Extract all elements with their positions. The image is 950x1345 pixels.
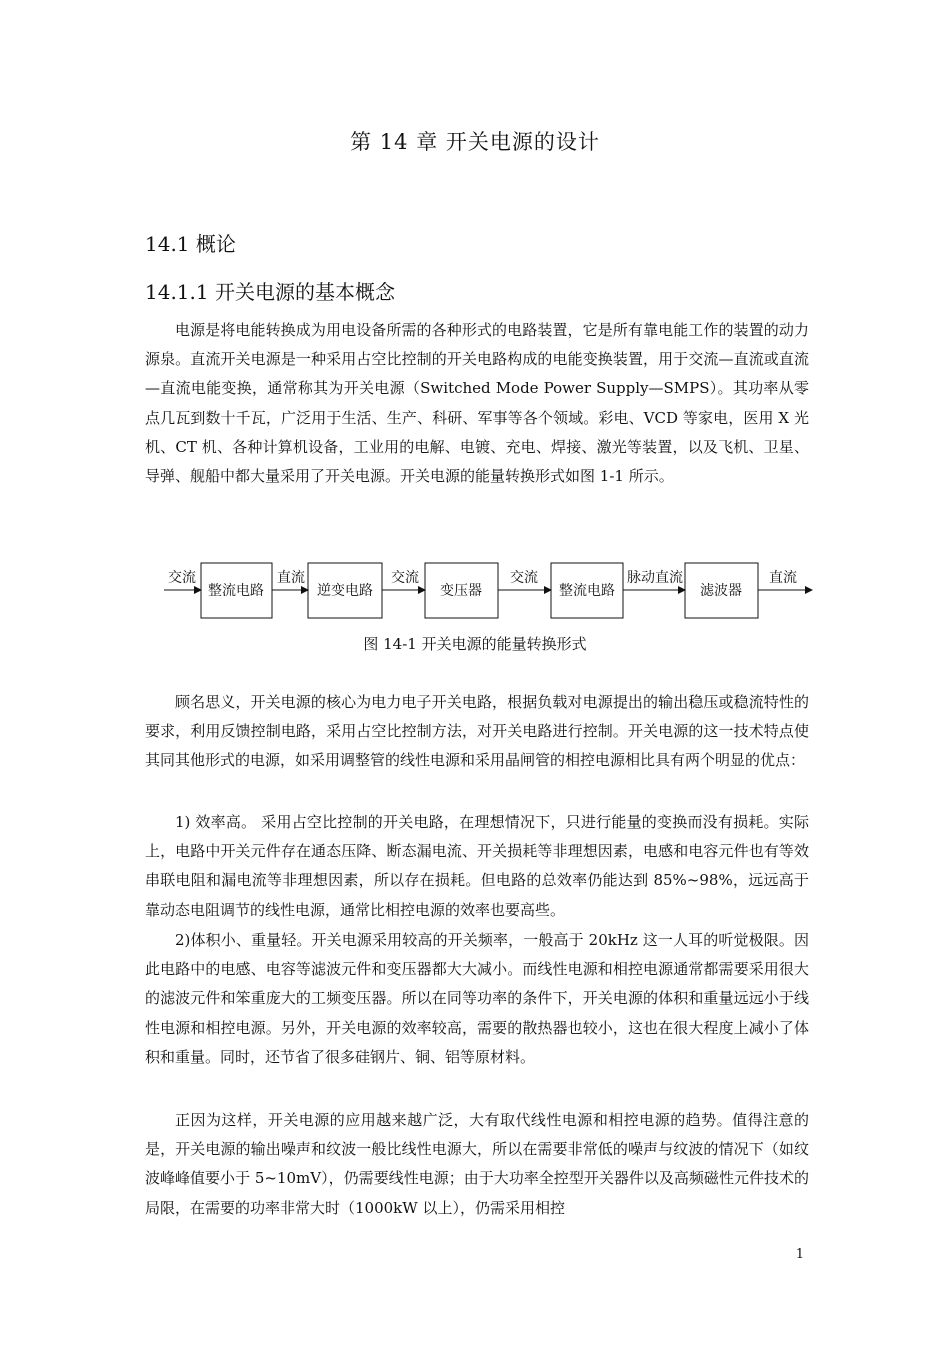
arrow-label-1: 交流 xyxy=(168,570,196,586)
paragraph-advantage-1: 1) 效率高。 采用占空比控制的开关电路，在理想情况下，只进行能量的变换而没有损耗。实际上，电路中开关元件存在通态压降、断态漏电流、开关损耗等非理想因素，电感和电容元件也有等效串联电阻和漏电流等非理想因素，所以存在损耗。但电路的总效率仍能达到 85%~98%，远远高于靠动态电阻调节的线性电源，通常比相控电源的效率也要高些。 xyxy=(145,813,809,919)
arrow-label-2: 直流 xyxy=(277,570,305,586)
section-heading: 14.1 概论 xyxy=(145,232,236,256)
energy-conversion-diagram xyxy=(160,560,820,622)
chapter-title: 第 14 章 开关电源的设计 xyxy=(350,130,600,154)
arrow-label-5: 脉动直流 xyxy=(627,570,683,586)
figure-caption: 图 14-1 开关电源的能量转换形式 xyxy=(363,635,587,653)
block-label-2: 逆变电路 xyxy=(317,583,373,599)
paragraph-intro: 电源是将电能转换成为用电设备所需的各种形式的电路装置，它是所有靠电能工作的装置的动力源泉。直流开关电源是一种采用占空比控制的开关电路构成的电能变换装置，用于交流—直流或直流—直流电能变换，通常称其为开关电源（Switched Mode Power Supply—SMPS）。其功率从零点几瓦到数十千瓦，广泛用于生活、生产、科研、军事等各个领域。彩电、VCD 等家电，医用 X 光机、CT 机、各种计算机设备，工业用的电解、电镀、充电、焊接、激光等装置，以及飞机、卫星、导弹、舰船中都大量采用了开关电源。开关电源的能量转换形式如图 1-1 所示。 xyxy=(145,321,809,486)
paragraph-core: 顾名思义，开关电源的核心为电力电子开关电路，根据负载对电源提出的输出稳压或稳流特性的要求，利用反馈控制电路，采用占空比控制方法，对开关电路进行控制。开关电源的这一技术特点使其同其他形式的电源，如采用调整管的线性电源和采用晶闸管的相控电源相比具有两个明显的优点： xyxy=(145,693,809,770)
paragraph-advantage-2: 2)体积小、重量轻。开关电源采用较高的开关频率，一般高于 20kHz 这一人耳的听觉极限。因此电路中的电感、电容等滤波元件和变压器都大大减小。而线性电源和相控电源通常都需要采用很大的滤波元件和笨重庞大的工频变压器。所以在同等功率的条件下，开关电源的体积和重量远远小于线性电源和相控电源。另外，开关电源的效率较高，需要的散热器也较小，这也在很大程度上减小了体积和重量。同时，还节省了很多硅钢片、铜、铝等原材料。 xyxy=(145,931,809,1066)
block-label-4: 整流电路 xyxy=(559,583,615,599)
block-label-5: 滤波器 xyxy=(700,583,742,599)
block-label-1: 整流电路 xyxy=(208,583,264,599)
arrow-label-3: 交流 xyxy=(391,570,419,586)
page-number: 1 xyxy=(795,1247,804,1262)
arrow-label-6: 直流 xyxy=(769,570,797,586)
block-label-3: 变压器 xyxy=(440,583,482,599)
paragraph-trend: 正因为这样，开关电源的应用越来越广泛，大有取代线性电源和相控电源的趋势。值得注意的是，开关电源的输出噪声和纹波一般比线性电源大，所以在需要非常低的噪声与纹波的情况下（如纹波峰峰值要小于 5~10mV），仍需要线性电源；由于大功率全控型开关器件以及高频磁性元件技术的局限，在需要的功率非常大时（1000kW 以上），仍需采用相控 xyxy=(145,1111,809,1217)
subsection-heading: 14.1.1 开关电源的基本概念 xyxy=(145,280,395,304)
arrow-label-4: 交流 xyxy=(510,570,538,586)
